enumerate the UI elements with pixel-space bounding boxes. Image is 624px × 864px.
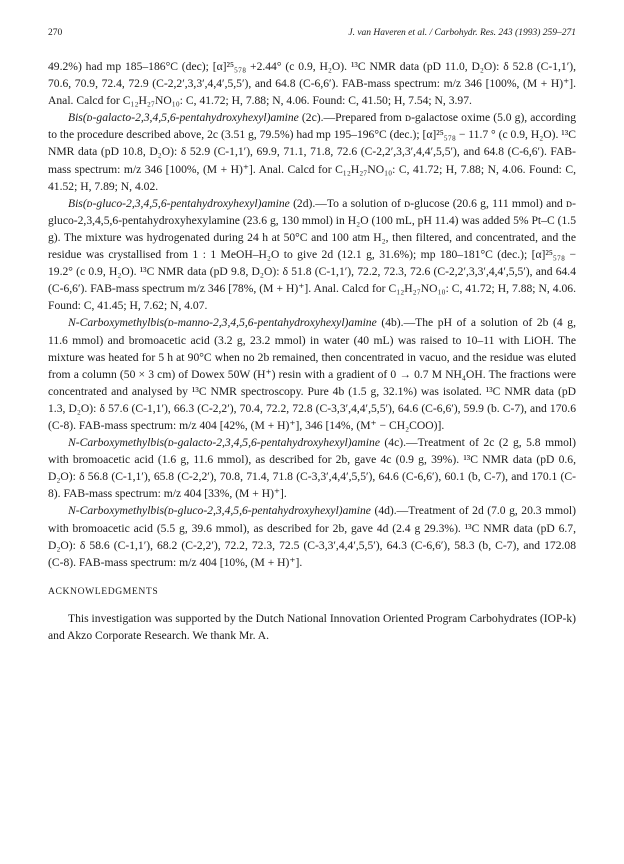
compound-label-4d: (4d). (370, 504, 397, 518)
compound-title-2d: Bis(ᴅ-gluco-2,3,4,5,6-pentahydroxyhexyl)amine (68, 196, 290, 210)
compound-title-4c: N-Carboxymethylbis(ᴅ-galacto-2,3,4,5,6-pentahydroxyhexyl)amine (68, 436, 380, 450)
procedure-text-2d: —To a solution of ᴅ-glucose (20.6 g, 111 mmol) and ᴅ-gluco-2,3,4,5,6-pentahydroxyhexylamine (23.6 g, 130 mmol) in H₂O (100 mL, pH 11.4) was added 5% Pt–C (1.5 g). The mixture was hydrogenated during 24 h at 50°C and 100 atm H₂, then filtered, and concentrated, and the residue was crystallised from 1 : 1 MeOH–H₂O to give 2d (12.1 g, 31.6%); mp 180–181°C (dec.); [α]²⁵₅₇₈ − 19.2° (c 0.9, H₂O). ¹³C NMR data (pD 9.8, D₂O): δ 51.8 (C-1,1′), 72.2, 72.3, 72.6 (C-2,2′,3,3′,4,4′,5,5′), and 64.4 (C-6,6′). FAB-mass spectrum m/z 346 [78%, (M + H)⁺]. Anal. Calcd for C₁₂H₂₇NO₁₀: C, 41.72; H, 7.88; N, 4.06. Found: C, 41.45; H, 7.62; N, 4.07. (48, 196, 577, 313)
running-head-title: J. van Haveren et al. / Carbohydr. Res. 243 (1993) 259–271 (348, 28, 576, 38)
paragraph-compound-4d (48, 502, 576, 570)
paragraph-compound-4c (48, 434, 576, 502)
procedure-text-4d: —Treatment of 2d (7.0 g, 20.3 mmol) with bromoacetic acid (5.5 g, 39.6 mmol), as described for 2b, gave 4d (2.4 g 29.3%). ¹³C NMR data (pD 6.7, D₂O): δ 58.6 (C-1,1′), 68.2 (C-2,2′), 72.2, 72.3, 72.5 (C-3,3′,4,4′,5,5′), 64.3 (C-6,6′), 58.3 (b, C-7), and 172.08 (C-8). FAB-mass spectrum: m/z 404 [10%, (M + H)⁺]. (48, 504, 576, 569)
compound-title-2c: Bis(ᴅ-galacto-2,3,4,5,6-pentahydroxyhexyl)amine (68, 111, 299, 125)
page-number: 270 (48, 28, 63, 38)
compound-title-4d: N-Carboxymethylbis(ᴅ-gluco-2,3,4,5,6-pentahydroxyhexyl)amine (68, 504, 371, 518)
paragraph-acknowledgments: This investigation was supported by the Dutch National Innovation Oriented Program Carbohydrates (IOP-k) and Akzo Corporate Research. We thank Mr. A. (48, 611, 576, 642)
compound-label-4b: (4b). (376, 316, 404, 330)
compound-label-4c: (4c). (379, 436, 406, 450)
running-header (48, 28, 576, 44)
section-heading-acknowledgments: ACKNOWLEDGMENTS (48, 585, 159, 597)
procedure-text-4b: —The pH of a solution of 2b (4 g, 11.6 mmol) and bromoacetic acid (3.2 g, 23.2 mmol) in water (40 mL) was raised to 10–11 with LiOH. The mixture was heated for 5 h at 90°C when no 2b remained, then concentrated in vacuo, and the residue was eluted from a column (50 × 3 cm) of Dowex 50W (H⁺) resin with a gradient of 0 → 0.7 M NH₄OH. The fractions were concentrated and analysed by ¹³C NMR spectroscopy. Pure 4b (1.5 g, 32.1%) was isolated. ¹³C NMR data (pD 1.3, D₂O): δ 57.6 (C-1,1′), 66.3 (C-2,2′), 70.4, 72.2, 72.8 (C-3,3′,4,4′,5,5′), 64.6 (C-6,6′), 59.9 (b. C-7), and 170.6 (C-8). FAB-mass spectrum: m/z 404 [42%, (M + H)⁺], 346 [14%, (M⁺ − CH₂COO)]. (48, 316, 576, 432)
compound-label-2d: (2d). (289, 196, 316, 210)
paragraph-compound-2d (48, 195, 576, 315)
paragraph-compound-4b (48, 314, 576, 434)
compound-label-2c: (2c). (298, 111, 324, 125)
article-body (48, 58, 576, 644)
procedure-text-4c: —Treatment of 2c (2 g, 5.8 mmol) with bromoacetic acid (1.6 g, 11.6 mmol), as described for 2b, gave 4c (0.9 g, 39%). ¹³C NMR data (pD 0.6, D₂O): δ 56.8 (C-1,1′), 65.8 (C-2,2′), 70.8, 71.4, 71.8 (C-3,3′,4,4′,5,5′), 64.6 (C-6,6′), 60.1 (b, C-7), and 170.1 (C-8). FAB-mass spectrum: m/z 404 [33%, (M + H)⁺]. (48, 436, 576, 501)
paragraph-compound-2c (48, 109, 576, 194)
paragraph-2b-data: 49.2%) had mp 185–186°C (dec); [α]²⁵₅₇₈ +2.44° (c 0.9, H₂O). ¹³C NMR data (pD 11.0, D₂O): δ 52.8 (C-1,1′), 70.6, 70.9, 72.4, 72.9 (C-2,2′,3,3′,4,4′,5,5′), and 64.8 (C-6,6′). FAB-mass spectrum: m/z 346 [100%, (M + H)⁺]. Anal. Calcd for C₁₂H₂₇NO₁₀: C, 41.72; H, 7.88; N, 4.06. Found: C, 41.50; H, 7.54; N, 3.97. (48, 60, 576, 108)
procedure-text-2c: —Prepared from ᴅ-galactose oxime (5.0 g), according to the procedure described above, 2c (3.51 g, 79.5%) had mp 195–196°C (dec.); [α]²⁵₅₇₈ − 11.7 ° (c 0.9, H₂O). ¹³C NMR data (pD 10.8, D₂O): δ 52.9 (C-1,1′), 69.9, 71.1, 71.8, 72.6 (C-2,2′,3,3′,4,4′,5,5′), and 64.8 (C-6,6′). FAB-mass spectrum: m/z 346 [100%, (M + H)⁺]. Anal. Calcd for C₁₂H₂₇NO₁₀: C, 41.72; H, 7.88; N, 4.06. Found: C, 41.52; H, 7.89; N, 4.02. (48, 111, 576, 193)
compound-title-4b: N-Carboxymethylbis(ᴅ-manno-2,3,4,5,6-pentahydroxyhexyl)amine (68, 316, 377, 330)
